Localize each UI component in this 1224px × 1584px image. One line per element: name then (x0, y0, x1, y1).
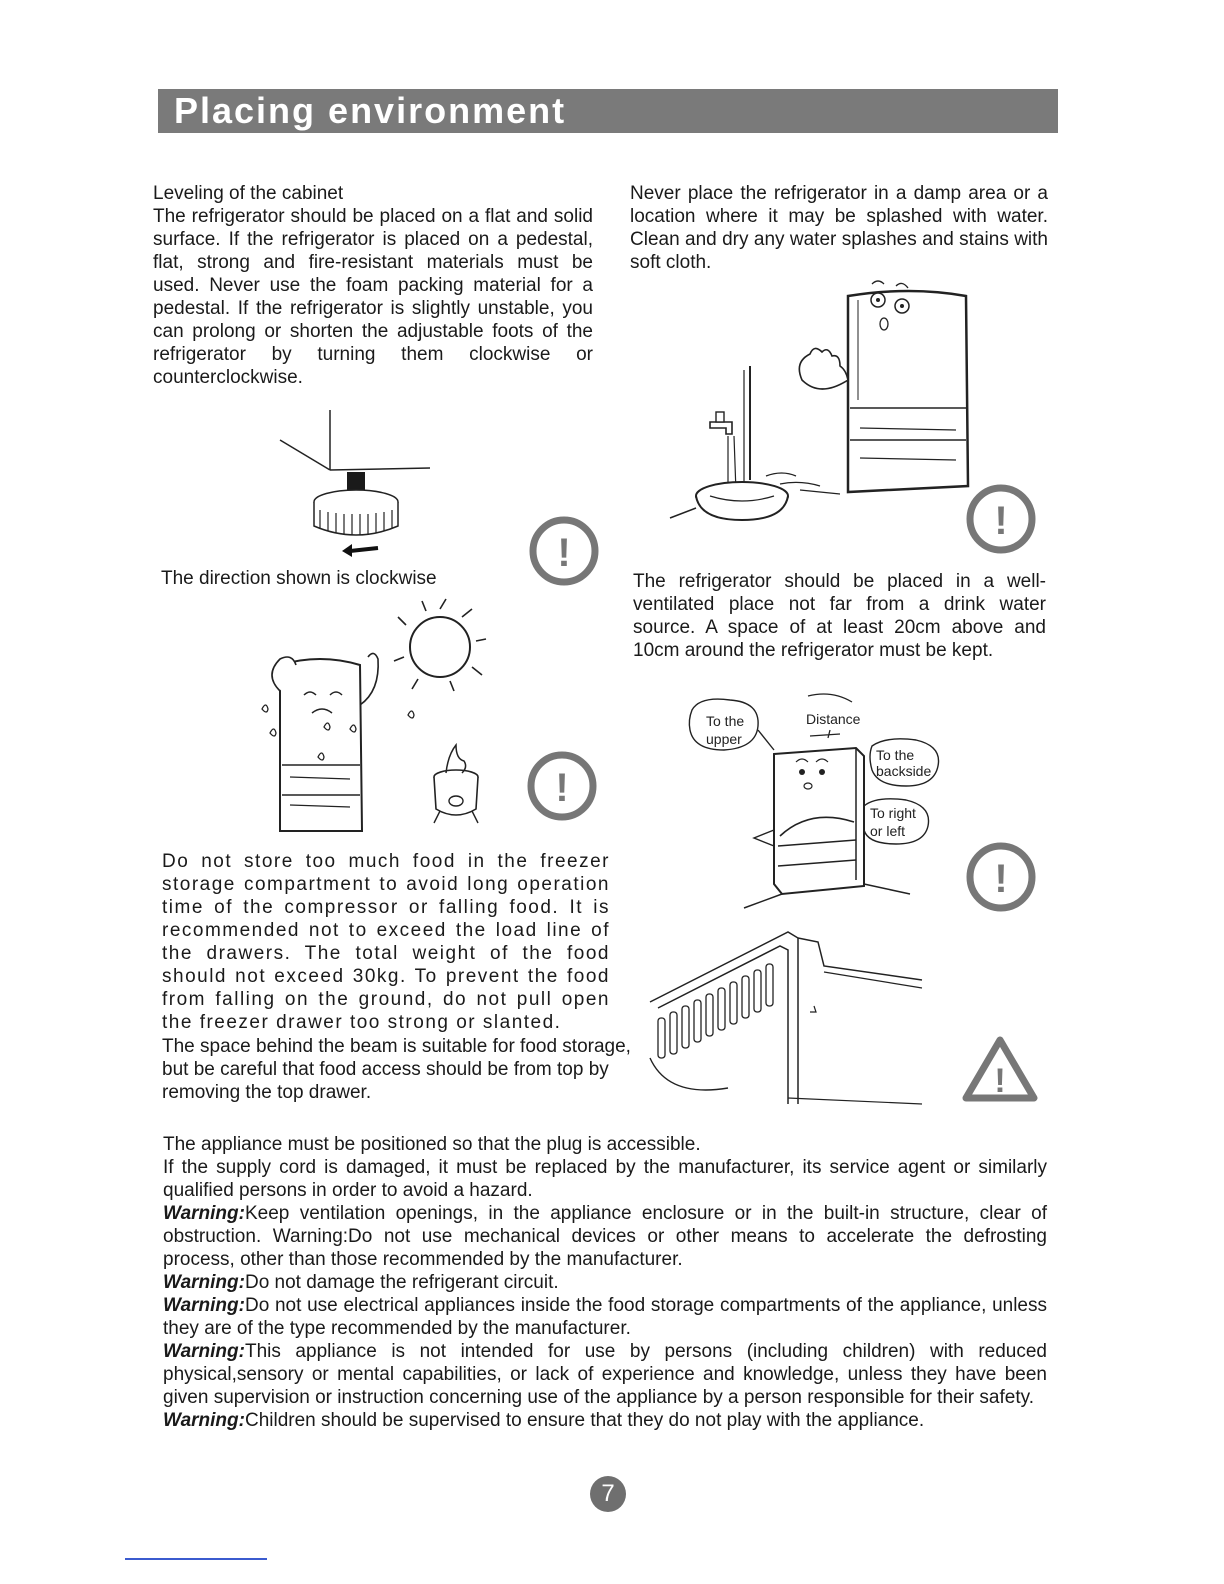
freezer-text-a: Do not store too much food in the freezer storage compartment to avoid long operation time of the compressor or falling food. It is recommended not to exceed the load line of the drawers. The total weight of the food should not exceed 30kg. To prevent the food from falling on the ground, do not pull open the freezer drawer too strong or slanted. (162, 851, 610, 1033)
warning-text: Do not use electrical appliances inside the food storage compartments of the appliance, unless they are of the type recommended by the manufacturer. (163, 1295, 1047, 1339)
warning-text: Do not damage the refrigerant circuit. (244, 1272, 559, 1293)
warning-item (163, 1340, 1047, 1409)
caution-symbol: ! (994, 499, 1008, 543)
warning-label: Warning: (163, 1410, 245, 1431)
direction-caption: The direction shown is clockwise (161, 568, 437, 589)
label-backside-2: backside (876, 763, 932, 779)
damp-text: Never place the refrigerator in a damp area or a location where it may be splashed with water. Clean and dry any water splashes and stains with soft cloth. (630, 183, 1048, 273)
warning-text: Children should be supervised to ensure that they do not play with the appliance. (244, 1410, 925, 1431)
label-upper-2: upper (706, 731, 742, 747)
leveling-foot-illustration (270, 410, 440, 560)
warning-text: This appliance is not intended for use by persons (including children) with reduced physical,sensory or mental capabilities, or lack of experience and knowledge, unless they have been given supervision or instruction concerning use of the appliance by a person responsible for their safety. (163, 1341, 1047, 1408)
footer-rule (125, 1558, 267, 1560)
caution-icon (966, 842, 1036, 912)
warning-label: Warning: (163, 1272, 245, 1293)
caution-symbol: ! (557, 531, 571, 575)
ventilation-distance-diagram (680, 690, 950, 920)
label-side-2: or left (870, 823, 906, 839)
leveling-title: Leveling of the cabinet (153, 183, 344, 204)
label-upper-1: To the (706, 713, 745, 729)
cord-text: If the supply cord is damaged, it must be replaced by the manufacturer, its service agent or similarly qualified persons in order to avoid a hazard. (163, 1157, 1047, 1201)
warning-item (163, 1271, 1047, 1294)
page-number-badge: 7 (590, 1476, 626, 1512)
warning-item (163, 1202, 1047, 1271)
warning-item (163, 1294, 1047, 1340)
warning-label: Warning: (163, 1203, 245, 1224)
leveling-section (153, 182, 593, 389)
ventilation-text: The refrigerator should be placed in a well-ventilated place not far from a drink water source. A space of at least 20cm above and 10cm around the refrigerator must be kept. (633, 571, 1046, 661)
caution-symbol: ! (555, 766, 569, 810)
freezer-beam-illustration (648, 928, 928, 1108)
warning-label: Warning: (163, 1295, 245, 1316)
label-side-1: To right (870, 805, 916, 821)
warning-label: Warning: (163, 1341, 245, 1362)
label-backside-1: To the (876, 747, 915, 763)
plug-text: The appliance must be positioned so that the plug is accessible. (163, 1134, 701, 1155)
warning-triangle-icon (962, 1036, 1038, 1102)
leveling-text: The refrigerator should be placed on a flat and solid surface. If the refrigerator is placed on a pedestal, flat, strong and fire-resistant materials must be used. Never use the foam packing material for a pedestal. If the refrigerator is slightly unstable, you can prolong or shorten the adjustable foots of the refrigerator by turning them clockwise or counterclockwise. (153, 206, 593, 388)
page-title: Placing environment (174, 90, 567, 131)
freezer-text-b: The space behind the beam is suitable for food storage, but be careful that food access should be from top by removing the top drawer. (162, 1036, 631, 1103)
damp-area-illustration (670, 270, 980, 530)
warnings-section (163, 1133, 1047, 1432)
warning-text: Keep ventilation openings, in the appliance enclosure or in the built-in structure, clear of obstruction. Warning:Do not use mechanical devices or other means to accelerate the defrosting process, other than those recommended by the manufacturer. (163, 1203, 1047, 1270)
caution-symbol: ! (994, 857, 1008, 901)
warning-item (163, 1409, 1047, 1432)
overheated-fridge-illustration (250, 595, 490, 840)
section-header-bar (158, 89, 1058, 133)
caution-icon (966, 484, 1036, 554)
label-distance: Distance (806, 711, 861, 727)
caution-icon (529, 516, 599, 586)
caution-icon (527, 751, 597, 821)
caution-symbol: ! (994, 1062, 1006, 1100)
